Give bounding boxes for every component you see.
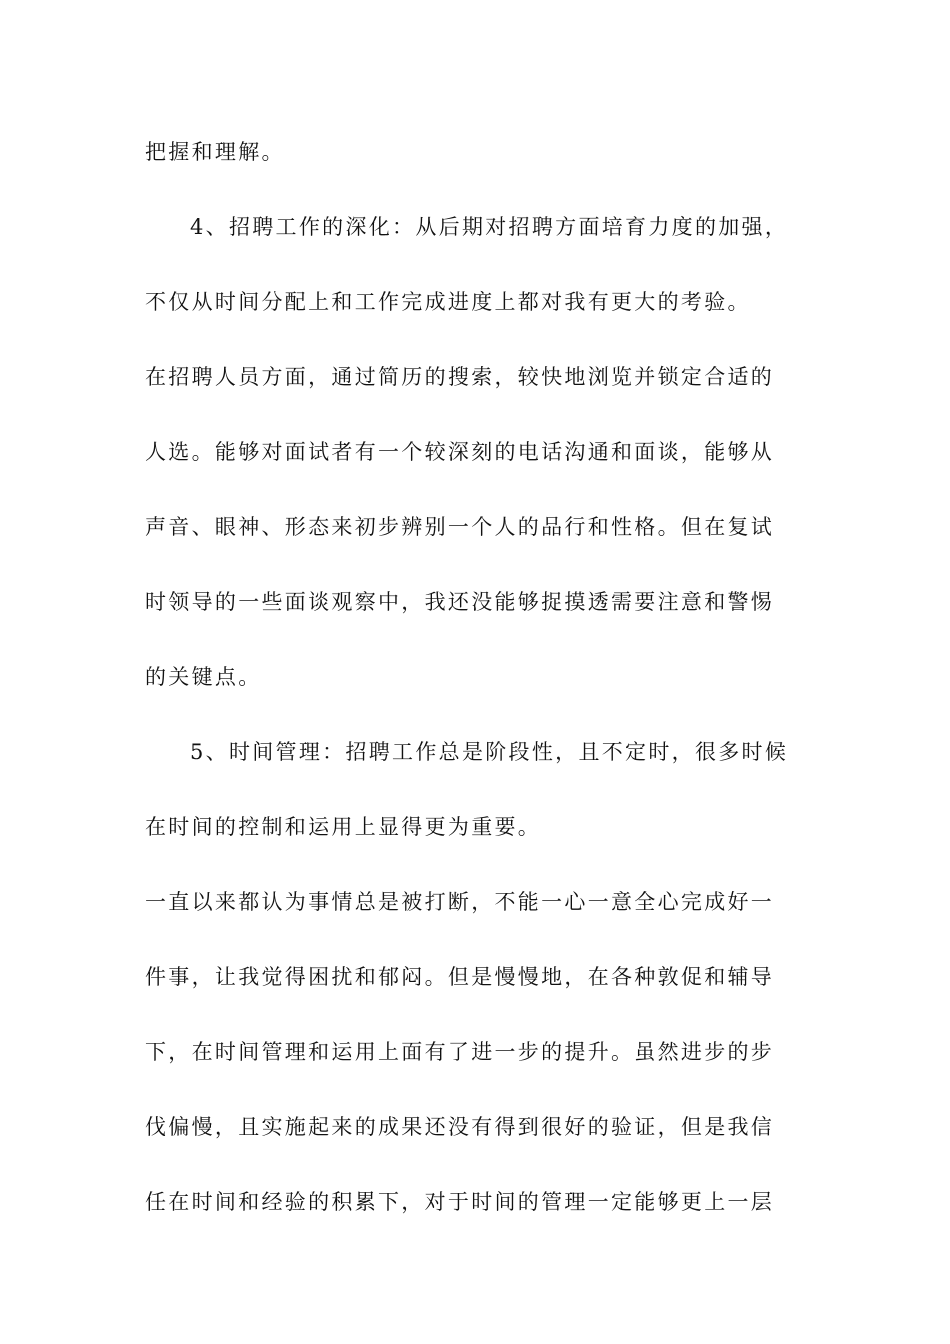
text-line-7: 时领导的一些面谈观察中，我还没能够捉摸透需要注意和警惕 <box>145 590 775 614</box>
text-line-8: 的关键点。 <box>145 665 262 689</box>
text-line-5: 人选。能够对面试者有一个较深刻的电话沟通和面谈，能够从 <box>145 440 775 464</box>
text-line-14: 伐偏慢，且实施起来的成果还没有得到很好的验证，但是我信 <box>145 1115 775 1139</box>
text-line-12: 件事，让我觉得困扰和郁闷。但是慢慢地，在各种敦促和辅导 <box>145 965 775 989</box>
text-line-4: 在招聘人员方面，通过简历的搜索，较快地浏览并锁定合适的 <box>145 365 775 389</box>
text-line-13: 下，在时间管理和运用上面有了进一步的提升。虽然进步的步 <box>145 1040 775 1064</box>
text-line-10: 在时间的控制和运用上显得更为重要。 <box>145 815 542 839</box>
text-line-2: 4、招聘工作的深化：从后期对招聘方面培育力度的加强， <box>190 215 789 239</box>
text-line-1: 把握和理解。 <box>145 140 285 164</box>
text-line-9: 5、时间管理：招聘工作总是阶段性，且不定时，很多时候 <box>190 740 789 764</box>
text-line-15: 任在时间和经验的积累下，对于时间的管理一定能够更上一层 <box>145 1190 775 1214</box>
text-line-11: 一直以来都认为事情总是被打断，不能一心一意全心完成好一 <box>145 890 775 914</box>
text-line-6: 声音、眼神、形态来初步辨别一个人的品行和性格。但在复试 <box>145 515 775 539</box>
text-line-3: 不仅从时间分配上和工作完成进度上都对我有更大的考验。 <box>145 290 751 314</box>
